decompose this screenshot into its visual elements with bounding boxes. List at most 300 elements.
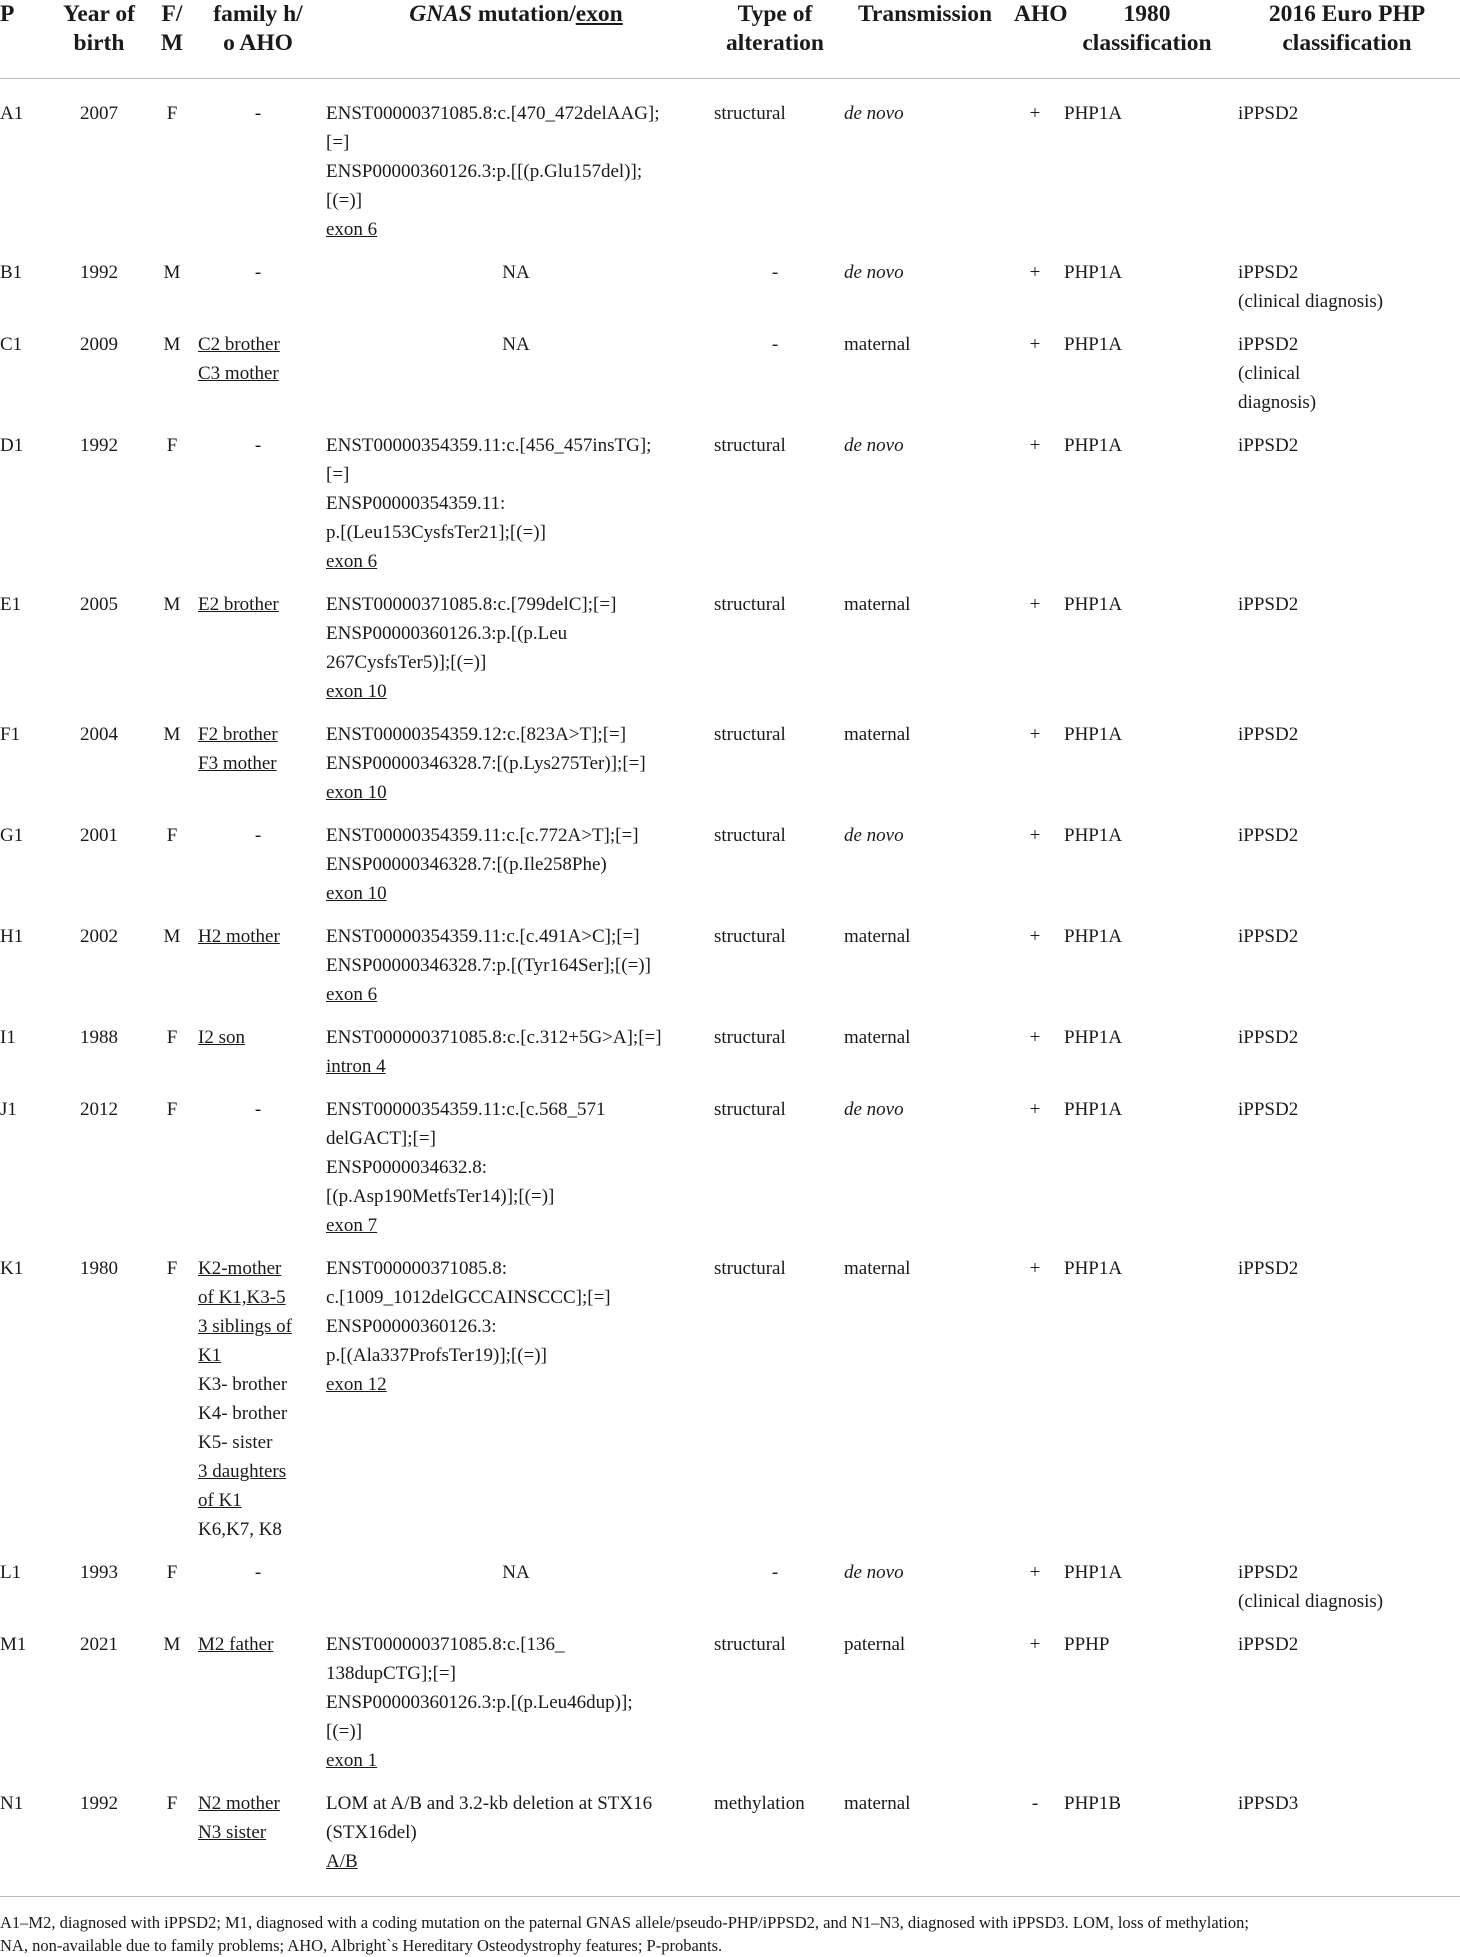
cell-transmission (840, 1789, 1010, 1896)
sex: F (166, 103, 178, 124)
cell-year (48, 79, 150, 259)
classification-2016: iPPSD2 (1238, 1634, 1299, 1655)
proband-id: L1 (0, 1562, 22, 1583)
cell-mutation (322, 590, 710, 720)
transmission: de novo (844, 825, 904, 846)
family-member: K6,K7, K8 (198, 1519, 282, 1540)
family-member: C2 brother (198, 334, 280, 355)
cell-sex (150, 1789, 194, 1896)
cell-year (48, 1023, 150, 1095)
cell-type (710, 821, 840, 922)
classification-1980: PHP1A (1064, 1027, 1123, 1048)
proband-id: E1 (0, 594, 22, 615)
cell-1980 (1060, 431, 1234, 590)
classification-1980: PPHP (1064, 1634, 1110, 1655)
transmission: maternal (844, 334, 911, 355)
year-of-birth: 1992 (80, 435, 118, 456)
family-member: - (254, 262, 262, 283)
mutation-line: exon 7 (326, 1215, 378, 1236)
cell-mutation (322, 1789, 710, 1896)
mutation-line: ENST000000371085.8: (326, 1258, 508, 1279)
classification-1980: PHP1A (1064, 1099, 1123, 1120)
transmission: maternal (844, 594, 911, 615)
mutation-line: exon 10 (326, 681, 387, 702)
cell-sex (150, 821, 194, 922)
year-of-birth: 1992 (80, 262, 118, 283)
aho-sign: + (1029, 1258, 1041, 1279)
mutation-line: ENSP00000354359.11: (326, 493, 506, 514)
mutation-line: ENSP00000346328.7:[(p.Ile258Phe) (326, 854, 607, 875)
cell-transmission (840, 1095, 1010, 1254)
mutation-line: exon 6 (326, 984, 378, 1005)
header-sex: F/ M (150, 0, 194, 79)
cell-transmission (840, 330, 1010, 431)
year-of-birth: 1988 (80, 1027, 118, 1048)
classification-1980: PHP1A (1064, 594, 1123, 615)
cell-mutation (322, 330, 710, 431)
classification-1980: PHP1B (1064, 1793, 1122, 1814)
transmission: maternal (844, 1258, 911, 1279)
cell-aho (1010, 79, 1060, 259)
cell-year (48, 1558, 150, 1630)
alteration-type: structural (714, 1634, 786, 1655)
mutation-line: [=] (326, 132, 350, 153)
mutation-line: p.[(Ala337ProfsTer19)];[(=)] (326, 1345, 547, 1366)
cell-type (710, 258, 840, 330)
cell-sex (150, 590, 194, 720)
cell-family (194, 1630, 322, 1789)
footnote-line-2: NA, non-available due to family problems; AHO, Albright`s Hereditary Osteodystrophy features; P-probants. (0, 1936, 723, 1955)
table-row (0, 720, 1460, 821)
table-row (0, 330, 1460, 431)
cell-proband (0, 821, 48, 922)
sex: M (163, 1634, 181, 1655)
family-member: K2-mother (198, 1258, 282, 1279)
cell-aho (1010, 1789, 1060, 1896)
proband-id: M1 (0, 1634, 27, 1655)
sex: F (166, 1258, 178, 1279)
transmission: de novo (844, 262, 904, 283)
table-row (0, 258, 1460, 330)
mutation-line: ENSP00000346328.7:p.[(Tyr164Ser];[(=)] (326, 955, 651, 976)
proband-id: I1 (0, 1027, 16, 1048)
classification-1980: PHP1A (1064, 1258, 1123, 1279)
family-member: E2 brother (198, 594, 279, 615)
cell-family (194, 330, 322, 431)
cell-family (194, 258, 322, 330)
proband-id: N1 (0, 1793, 24, 1814)
cell-aho (1010, 922, 1060, 1023)
family-member: of K1,K3-5 (198, 1287, 286, 1308)
mutation-line: ENST000000371085.8:c.[136_ (326, 1634, 565, 1655)
transmission: de novo (844, 435, 904, 456)
family-member: K4- brother (198, 1403, 288, 1424)
cell-proband (0, 590, 48, 720)
aho-sign: + (1029, 1027, 1041, 1048)
cell-type (710, 720, 840, 821)
cell-type (710, 590, 840, 720)
classification-2016: iPPSD2 (1238, 334, 1299, 355)
cell-transmission (840, 431, 1010, 590)
cell-2016 (1234, 1254, 1460, 1558)
header-transmission: Transmission (840, 0, 1010, 79)
cell-transmission (840, 821, 1010, 922)
aho-sign: + (1029, 435, 1041, 456)
cell-sex (150, 1023, 194, 1095)
table-row (0, 1558, 1460, 1630)
classification-1980: PHP1A (1064, 103, 1123, 124)
classification-2016: iPPSD2 (1238, 103, 1299, 124)
table-header (0, 0, 1460, 79)
mutation-line: NA (502, 334, 530, 355)
classification-1980: PHP1A (1064, 334, 1123, 355)
cell-2016 (1234, 720, 1460, 821)
mutation-line: c.[1009_1012delGCCAINSCCC];[=] (326, 1287, 611, 1308)
proband-id: H1 (0, 926, 24, 947)
mutation-line: ENST00000371085.8:c.[470_472delAAG]; (326, 103, 660, 124)
classification-2016: iPPSD3 (1238, 1793, 1299, 1814)
cell-1980 (1060, 79, 1234, 259)
table-body (0, 79, 1460, 1897)
alteration-type: structural (714, 594, 786, 615)
cell-year (48, 1095, 150, 1254)
mutation-line: [=] (326, 464, 350, 485)
classification-2016: iPPSD2 (1238, 926, 1299, 947)
table-row (0, 79, 1460, 259)
mutation-line: [(=)] (326, 190, 363, 211)
cell-2016 (1234, 1789, 1460, 1896)
cell-mutation (322, 1558, 710, 1630)
classification-1980: PHP1A (1064, 1562, 1123, 1583)
cell-aho (1010, 1558, 1060, 1630)
header-year: Year of birth (48, 0, 150, 79)
cell-type (710, 1023, 840, 1095)
table-row (0, 922, 1460, 1023)
sex: F (166, 1099, 178, 1120)
alteration-type: methylation (714, 1793, 805, 1814)
mutation-line: ENST00000354359.11:c.[c.491A>C];[=] (326, 926, 640, 947)
header-p: P (0, 0, 48, 79)
classification-2016: iPPSD2 (1238, 262, 1299, 283)
aho-sign: + (1029, 594, 1041, 615)
header-type: Type of alteration (710, 0, 840, 79)
cell-family (194, 1023, 322, 1095)
aho-sign: + (1029, 103, 1041, 124)
cell-type (710, 330, 840, 431)
cell-family (194, 1558, 322, 1630)
cell-year (48, 1254, 150, 1558)
cell-mutation (322, 258, 710, 330)
cell-year (48, 1789, 150, 1896)
cell-1980 (1060, 1023, 1234, 1095)
header-row (0, 0, 1460, 79)
cell-sex (150, 1254, 194, 1558)
cell-aho (1010, 431, 1060, 590)
cell-proband (0, 330, 48, 431)
cell-1980 (1060, 1254, 1234, 1558)
cell-2016 (1234, 1558, 1460, 1630)
year-of-birth: 2002 (80, 926, 118, 947)
cell-family (194, 79, 322, 259)
cell-sex (150, 720, 194, 821)
classification-2016: iPPSD2 (1238, 1027, 1299, 1048)
cell-proband (0, 720, 48, 821)
cell-aho (1010, 720, 1060, 821)
cell-family (194, 1789, 322, 1896)
classification-1980: PHP1A (1064, 262, 1123, 283)
mutation-line: NA (502, 1562, 530, 1583)
alteration-type: structural (714, 724, 786, 745)
aho-sign: + (1029, 334, 1041, 355)
proband-id: A1 (0, 103, 24, 124)
alteration-type: - (771, 334, 779, 355)
mutation-line: exon 6 (326, 219, 378, 240)
transmission: de novo (844, 1562, 904, 1583)
mutation-line: exon 6 (326, 551, 378, 572)
sex: F (166, 825, 178, 846)
family-member: K1 (198, 1345, 222, 1366)
aho-sign: + (1029, 1099, 1041, 1120)
alteration-type: structural (714, 435, 786, 456)
cell-proband (0, 1558, 48, 1630)
year-of-birth: 2009 (80, 334, 118, 355)
family-member: K3- brother (198, 1374, 288, 1395)
family-member: of K1 (198, 1490, 242, 1511)
cell-family (194, 431, 322, 590)
footnote-line-1: A1–M2, diagnosed with iPPSD2; M1, diagnosed with a coding mutation on the paternal GNAS allele/pseudo-PHP/iPPSD2, and N1–N3, diagnosed with iPPSD3. LOM, loss of methylation; (0, 1913, 1249, 1932)
cell-type (710, 1558, 840, 1630)
cell-sex (150, 1558, 194, 1630)
year-of-birth: 2005 (80, 594, 118, 615)
cell-1980 (1060, 1095, 1234, 1254)
mutation-line: LOM at A/B and 3.2-kb deletion at STX16 (326, 1793, 653, 1814)
cell-type (710, 1254, 840, 1558)
cell-sex (150, 431, 194, 590)
cell-type (710, 1630, 840, 1789)
cell-proband (0, 1023, 48, 1095)
cell-mutation (322, 79, 710, 259)
family-member: K5- sister (198, 1432, 273, 1453)
table-row (0, 1630, 1460, 1789)
header-mutation: GNAS mutation/exon (322, 0, 710, 79)
mutation-line: exon 12 (326, 1374, 387, 1395)
mutation-line: intron 4 (326, 1056, 386, 1077)
transmission: maternal (844, 1027, 911, 1048)
transmission: maternal (844, 724, 911, 745)
aho-sign: - (1031, 1793, 1039, 1814)
table-row (0, 1789, 1460, 1896)
alteration-type: structural (714, 1027, 786, 1048)
header-aho: AHO (1010, 0, 1060, 79)
mutation-line: ENSP00000346328.7:[(p.Lys275Ter)];[=] (326, 753, 646, 774)
alteration-type: - (771, 262, 779, 283)
cell-transmission (840, 1558, 1010, 1630)
family-member: 3 siblings of (198, 1316, 292, 1337)
mutation-line: exon 10 (326, 883, 387, 904)
cell-aho (1010, 1630, 1060, 1789)
cell-proband (0, 922, 48, 1023)
classification-2016: iPPSD2 (1238, 1099, 1299, 1120)
family-member: - (254, 1562, 262, 1583)
classification-1980: PHP1A (1064, 435, 1123, 456)
cell-sex (150, 330, 194, 431)
classification-2016: (clinical diagnosis) (1238, 1591, 1384, 1612)
proband-id: C1 (0, 334, 23, 355)
cell-year (48, 922, 150, 1023)
alteration-type: structural (714, 825, 786, 846)
year-of-birth: 2004 (80, 724, 118, 745)
cell-proband (0, 258, 48, 330)
proband-id: J1 (0, 1099, 17, 1120)
classification-2016: iPPSD2 (1238, 594, 1299, 615)
proband-id: D1 (0, 435, 24, 456)
cell-proband (0, 1630, 48, 1789)
proband-id: B1 (0, 262, 23, 283)
cell-2016 (1234, 821, 1460, 922)
cell-transmission (840, 590, 1010, 720)
alteration-type: structural (714, 1099, 786, 1120)
cell-family (194, 590, 322, 720)
transmission: maternal (844, 1793, 911, 1814)
family-member: 3 daughters (198, 1461, 287, 1482)
mutation-line: ENSP0000034632.8: (326, 1157, 487, 1178)
mutation-line: p.[(Leu153CysfsTer21];[(=)] (326, 522, 546, 543)
classification-1980: PHP1A (1064, 724, 1123, 745)
cell-transmission (840, 1023, 1010, 1095)
cell-year (48, 330, 150, 431)
year-of-birth: 1993 (80, 1562, 118, 1583)
mutation-line: ENST00000354359.11:c.[c.772A>T];[=] (326, 825, 639, 846)
mutation-line: 267CysfsTer5)];[(=)] (326, 652, 487, 673)
cell-1980 (1060, 1789, 1234, 1896)
mutation-line: ENST00000354359.12:c.[823A>T];[=] (326, 724, 627, 745)
cell-type (710, 431, 840, 590)
cell-type (710, 1789, 840, 1896)
header-family: family h/ o AHO (194, 0, 322, 79)
cell-transmission (840, 1254, 1010, 1558)
family-member: N2 mother (198, 1793, 280, 1814)
cell-family (194, 1095, 322, 1254)
cell-year (48, 258, 150, 330)
cell-1980 (1060, 922, 1234, 1023)
cell-mutation (322, 431, 710, 590)
mutation-line: [(p.Asp190MetfsTer14)];[(=)] (326, 1186, 555, 1207)
classification-2016: iPPSD2 (1238, 724, 1299, 745)
aho-sign: + (1029, 825, 1041, 846)
cell-2016 (1234, 1095, 1460, 1254)
cell-mutation (322, 1095, 710, 1254)
cell-1980 (1060, 1630, 1234, 1789)
cell-2016 (1234, 258, 1460, 330)
table-row (0, 1254, 1460, 1558)
family-member: F3 mother (198, 753, 277, 774)
classification-1980: PHP1A (1064, 926, 1123, 947)
alteration-type: structural (714, 1258, 786, 1279)
cell-mutation (322, 1023, 710, 1095)
year-of-birth: 1980 (80, 1258, 118, 1279)
sex: F (166, 435, 178, 456)
cell-year (48, 720, 150, 821)
family-member: N3 sister (198, 1822, 267, 1843)
mutation-line: (STX16del) (326, 1822, 417, 1843)
table-row (0, 1095, 1460, 1254)
cell-mutation (322, 922, 710, 1023)
cell-1980 (1060, 590, 1234, 720)
cell-2016 (1234, 431, 1460, 590)
cell-year (48, 431, 150, 590)
cell-aho (1010, 1254, 1060, 1558)
table-row (0, 590, 1460, 720)
cell-transmission (840, 720, 1010, 821)
cell-2016 (1234, 330, 1460, 431)
cell-family (194, 720, 322, 821)
sex: M (163, 594, 181, 615)
sex: F (166, 1793, 178, 1814)
cell-transmission (840, 922, 1010, 1023)
classification-2016: diagnosis) (1238, 392, 1317, 413)
transmission: paternal (844, 1634, 906, 1655)
sex: F (166, 1562, 178, 1583)
proband-id: F1 (0, 724, 21, 745)
aho-sign: + (1029, 262, 1041, 283)
classification-2016: (clinical (1238, 363, 1301, 384)
cell-transmission (840, 79, 1010, 259)
table-footnote (0, 1896, 1460, 1957)
family-member: M2 father (198, 1634, 274, 1655)
mutation-line: ENST000000371085.8:c.[c.312+5G>A];[=] (326, 1027, 662, 1048)
family-member: C3 mother (198, 363, 279, 384)
cell-proband (0, 1095, 48, 1254)
classification-1980: PHP1A (1064, 825, 1123, 846)
sex: M (163, 262, 181, 283)
cell-aho (1010, 821, 1060, 922)
sex: M (163, 334, 181, 355)
cell-2016 (1234, 1023, 1460, 1095)
cell-year (48, 1630, 150, 1789)
cell-1980 (1060, 258, 1234, 330)
cell-transmission (840, 258, 1010, 330)
cell-family (194, 922, 322, 1023)
mutation-line: A/B (326, 1851, 358, 1872)
cell-1980 (1060, 821, 1234, 922)
family-member: F2 brother (198, 724, 278, 745)
mutation-line: ENST00000371085.8:c.[799delC];[=] (326, 594, 617, 615)
alteration-type: structural (714, 926, 786, 947)
family-member: - (254, 435, 262, 456)
mutation-line: ENST00000354359.11:c.[c.568_571 (326, 1099, 606, 1120)
sex: F (166, 1027, 178, 1048)
header-2016-classification: 2016 Euro PHP classification (1234, 0, 1460, 79)
year-of-birth: 2021 (80, 1634, 118, 1655)
sex: M (163, 724, 181, 745)
cell-sex (150, 258, 194, 330)
cell-2016 (1234, 1630, 1460, 1789)
transmission: de novo (844, 1099, 904, 1120)
family-member: - (254, 1099, 262, 1120)
family-member: I2 son (198, 1027, 245, 1048)
cell-proband (0, 431, 48, 590)
mutation-line: ENSP00000360126.3:p.[(p.Leu (326, 623, 568, 644)
mutation-line: ENST00000354359.11:c.[456_457insTG]; (326, 435, 652, 456)
mutation-line: exon 1 (326, 1750, 378, 1771)
year-of-birth: 1992 (80, 1793, 118, 1814)
family-member: - (254, 103, 262, 124)
cell-sex (150, 922, 194, 1023)
cell-sex (150, 1095, 194, 1254)
mutation-line: 138dupCTG];[=] (326, 1663, 456, 1684)
aho-sign: + (1029, 724, 1041, 745)
cell-1980 (1060, 720, 1234, 821)
